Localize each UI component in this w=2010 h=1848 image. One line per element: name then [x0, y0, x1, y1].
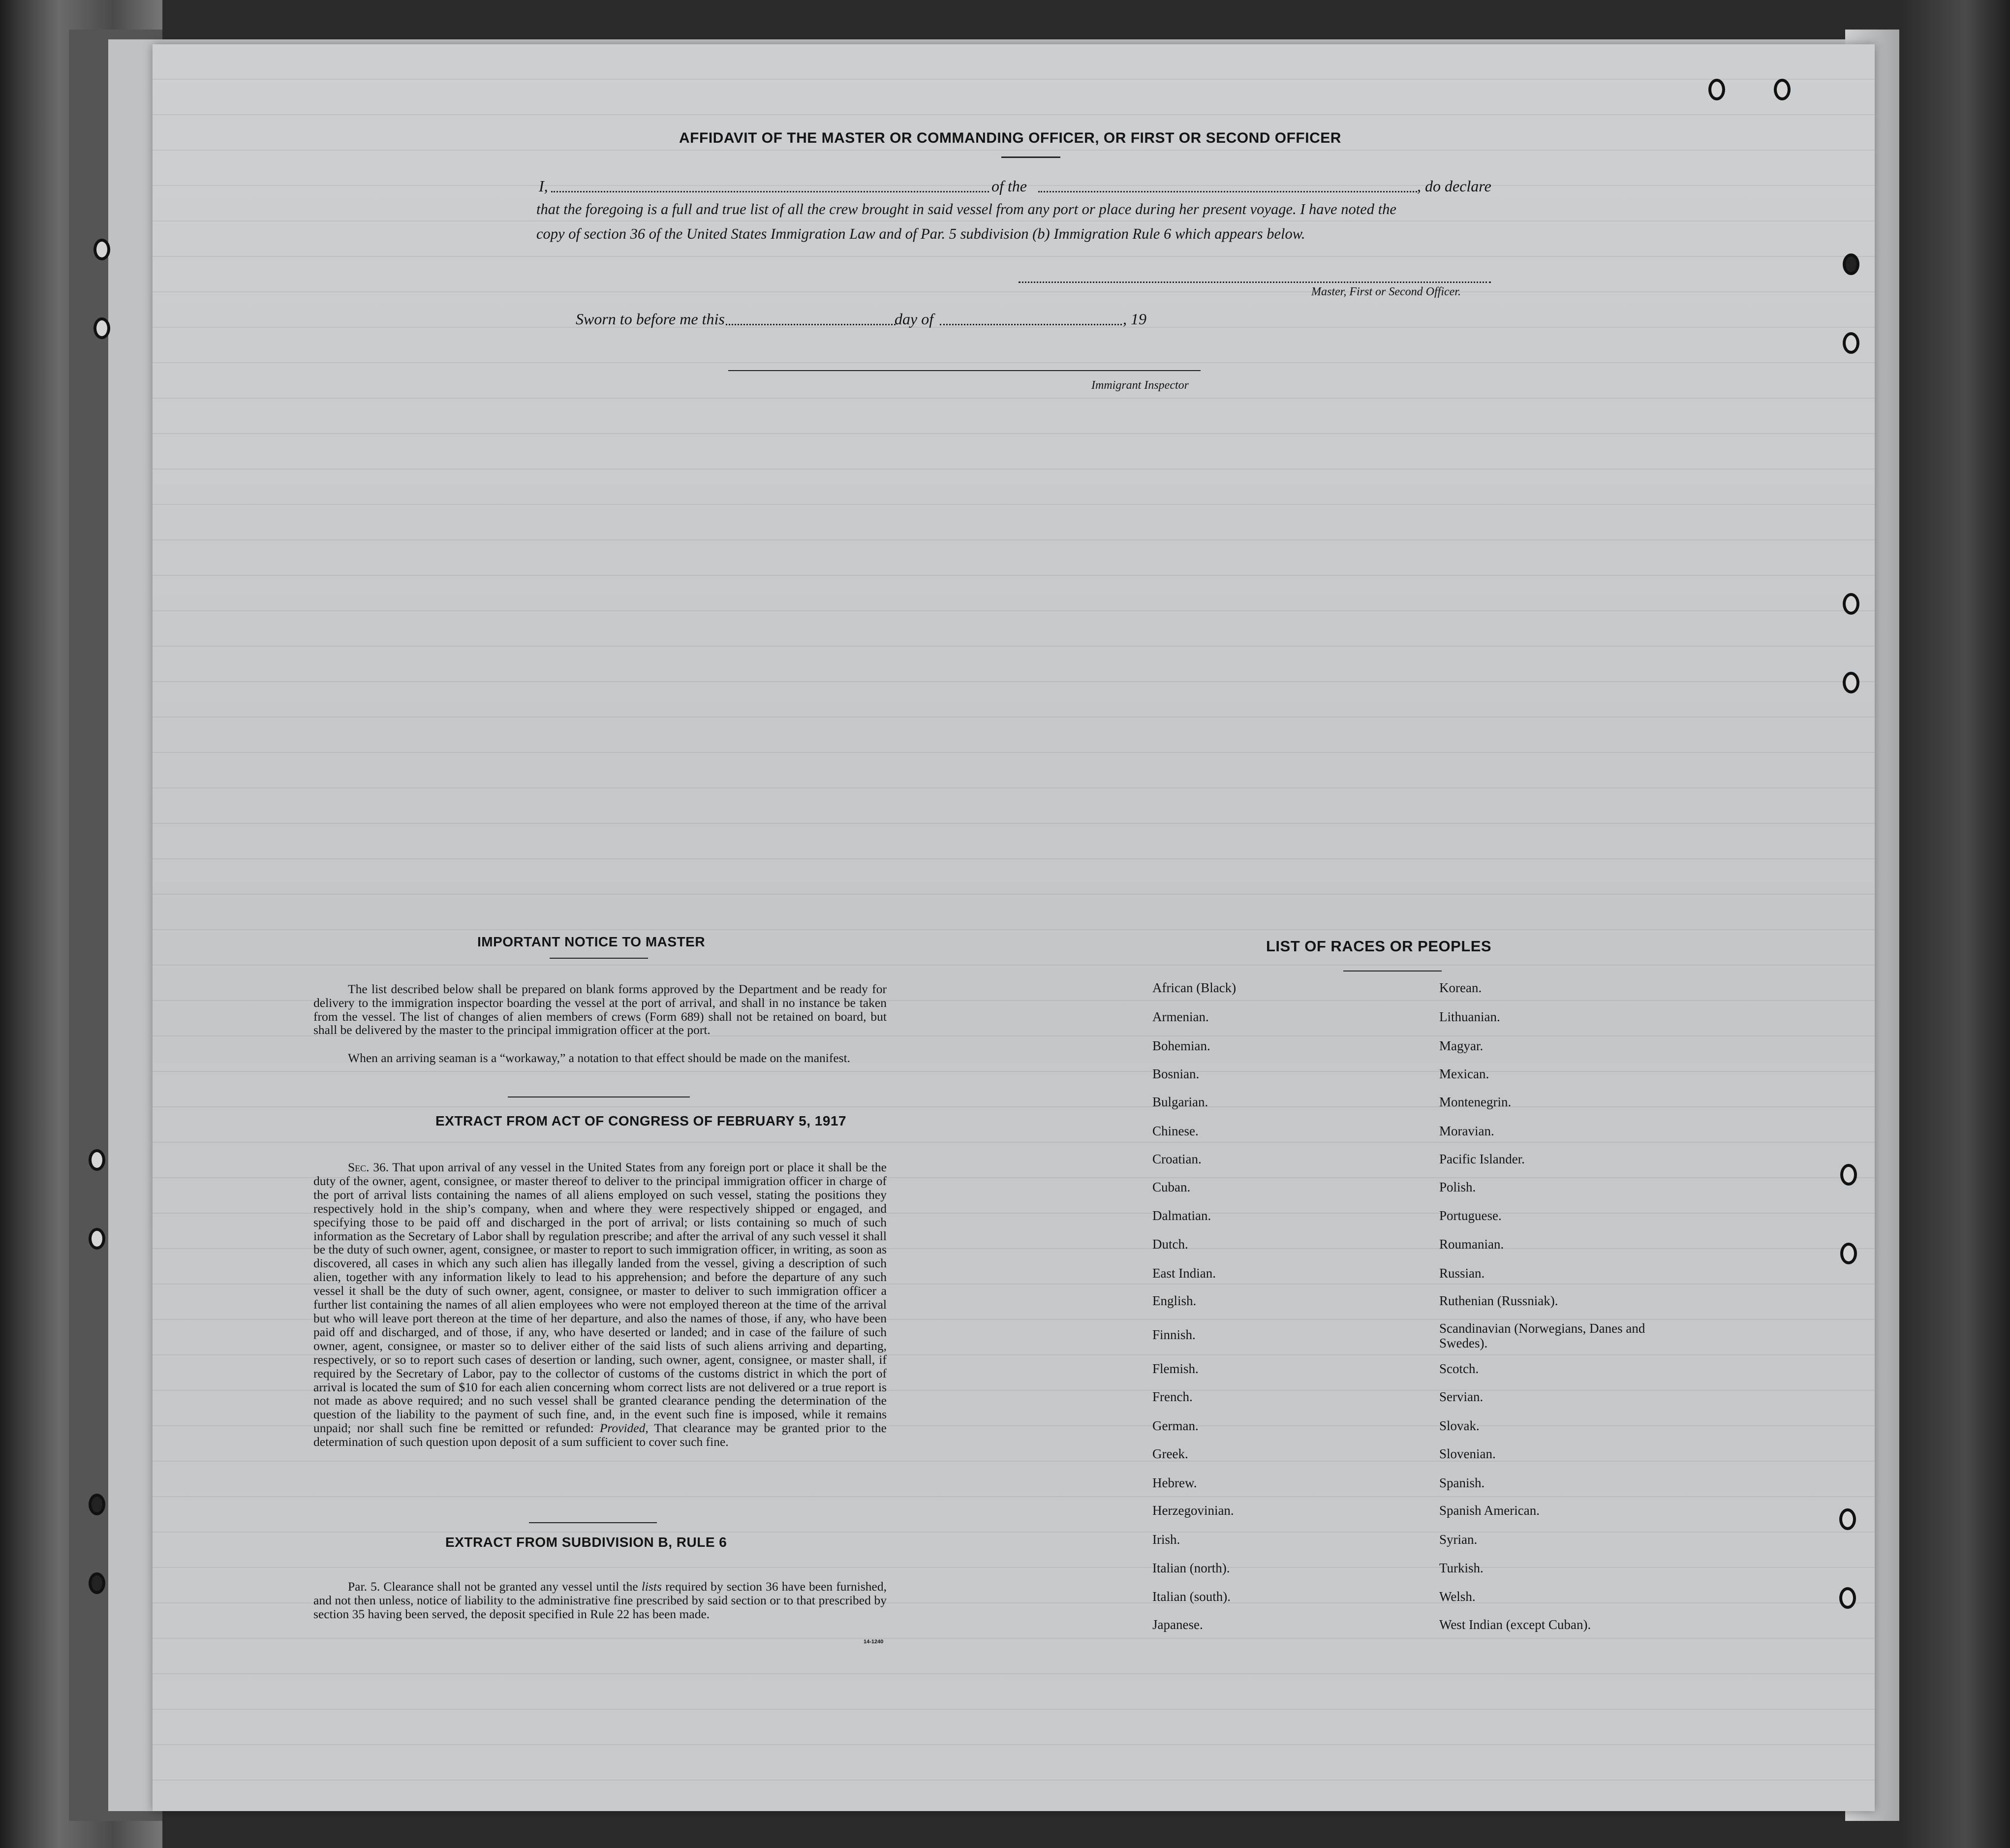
- inspector-signature-line[interactable]: [728, 370, 1201, 371]
- race-item: Slovenian.: [1439, 1446, 1496, 1461]
- affidavit-line1-end: , do declare: [1417, 177, 1491, 195]
- race-item: Bohemian.: [1152, 1038, 1210, 1053]
- rule-heading: EXTRACT FROM SUBDIVISION B, RULE 6: [445, 1535, 727, 1550]
- sworn-start: Sworn to before me this: [576, 310, 725, 328]
- race-item: African (Black): [1152, 980, 1237, 995]
- race-item: Irish.: [1152, 1532, 1180, 1547]
- bleed-through: [153, 44, 1875, 1811]
- rule-heading-rule: [529, 1522, 657, 1523]
- punch-hole: [89, 1228, 105, 1250]
- race-item: German.: [1152, 1418, 1199, 1433]
- race-item: Servian.: [1439, 1389, 1484, 1404]
- race-item: French.: [1152, 1389, 1193, 1404]
- races-heading: LIST OF RACES OR PEOPLES: [1266, 938, 1492, 955]
- race-item: Finnish.: [1152, 1327, 1196, 1342]
- par5-paragraph: [313, 1580, 887, 1621]
- race-item: Pacific Islander.: [1439, 1152, 1525, 1166]
- act-heading-rule: [508, 1096, 690, 1097]
- affidavit-heading: AFFIDAVIT OF THE MASTER OR COMMANDING OFFICER, OR FIRST OR SECOND OFFICER: [679, 130, 1341, 146]
- act-heading: EXTRACT FROM ACT OF CONGRESS OF FEBRUARY 5, 1917: [435, 1113, 847, 1128]
- sec36-paragraph: [313, 1160, 887, 1449]
- race-item: West Indian (except Cuban).: [1439, 1617, 1591, 1632]
- par5-text-a: Par. 5. Clearance shall not be granted any vessel until the: [348, 1579, 638, 1594]
- punch-hole: [1840, 1164, 1857, 1186]
- race-item: Italian (north).: [1152, 1561, 1230, 1575]
- sec36-text-end: That clearance may be granted prior to the determination of such question upon deposit of a sum sufficient to cover such fine.: [313, 1421, 887, 1449]
- notice-heading-rule: [550, 958, 648, 959]
- master-signature-label: Master, First or Second Officer.: [1311, 285, 1461, 298]
- affidavit-line1-mid: of the: [991, 177, 1027, 195]
- sworn-month-blank[interactable]: [940, 324, 1122, 325]
- notice-paragraph-2: When an arriving seaman is a “workaway,” a notation to that effect should be made on the manifest.: [348, 1051, 851, 1065]
- notice-heading: IMPORTANT NOTICE TO MASTER: [477, 934, 706, 949]
- race-item: Slovak.: [1439, 1418, 1480, 1433]
- race-item: Moravian.: [1439, 1124, 1494, 1138]
- punch-hole: [1843, 253, 1859, 275]
- race-item: Polish.: [1439, 1180, 1476, 1194]
- sworn-date-blank[interactable]: [726, 324, 896, 325]
- race-item: Flemish.: [1152, 1361, 1199, 1376]
- race-item: Montenegrin.: [1439, 1095, 1512, 1109]
- sworn-year: , 19: [1123, 310, 1146, 328]
- notice-paragraph-1: The list described below shall be prepared on blank forms approved by the Department and be ready for delivery to the immigration inspector boarding the vessel at the port of arrival, and shall in no instance be taken from the vessel. The list of changes of alien members of crews (Form 689) shall not be retained on board, but shall be delivered by the master to the principal immigration officer at the port.: [313, 982, 887, 1037]
- race-item: Armenian.: [1152, 1009, 1209, 1024]
- sec36-text: That upon arrival of any vessel in the United States from any foreign port or place it shall be the duty of the owner, agent, consignee, or master thereof to deliver to the principal immigration officer in charge of the port of arrival lists containing the names of all aliens employed on such vessel, stating the positions they respectively hold in the ship’s company, when and where they were respectively shipped or engaged, and specifying those to be paid off and discharged in the port of arrival; or lists containing so much of such information as the Secretary of Labor shall by regulation prescribe; and after the arrival of any such vessel it shall be the duty of such owner, agent, consignee, or master to report to such immigration officer, in writing, as soon as discovered, all cases in which any such alien has illegally landed from the vessel, giving a description of such alien, together with any information likely to lead to his apprehension; and before the departure of any such vessel it shall be the duty of such owner, agent, consignee, or master to deliver to such immigration officer a further list containing the names of all alien employees who were not employed thereon at the time of the arrival but who will leave port thereon at the time of her departure, and also the names of those, if any, who have been paid off and discharged, and of those, if any, who have deserted or landed; and in case of the failure of such owner, agent, consignee, or master so to deliver either of the said lists of such aliens arriving and departing, respectively, or so to report such cases of desertion or landing, such owner, agent, consignee, or master shall, if required by the Secretary of Labor, pay to the collector of customs of the customs district in which the port of arrival is located the sum of $10 for each alien concerning whom correct lists are not delivered or a true report is not made as above required; and no such vessel shall be granted clearance pending the determination of the question of the liability to the payment of such fine, and, in the event such fine is imposed, while it remains unpaid; nor shall such fine be remitted or refunded:: [313, 1160, 887, 1436]
- punch-hole: [1839, 1587, 1856, 1609]
- race-item: Bosnian.: [1152, 1066, 1200, 1081]
- name-blank[interactable]: [551, 191, 989, 192]
- race-item: Korean.: [1439, 980, 1482, 995]
- punch-hole: [1774, 79, 1791, 100]
- affidavit-line2: that the foregoing is a full and true list of all the crew brought in said vessel from any port or place during her present voyage. I have noted the: [536, 201, 1396, 218]
- race-item: Scotch.: [1439, 1361, 1479, 1376]
- affidavit-heading-rule: [1001, 157, 1060, 158]
- race-item: Lithuanian.: [1439, 1009, 1500, 1024]
- race-item: Roumanian.: [1439, 1237, 1504, 1252]
- race-item: Portuguese.: [1439, 1208, 1502, 1223]
- race-item: Russian.: [1439, 1266, 1485, 1281]
- punch-hole: [93, 239, 110, 260]
- race-item: Croatian.: [1152, 1152, 1202, 1166]
- race-item: Scandinavian (Norwegians, Danes and Swedes).: [1439, 1321, 1645, 1350]
- race-item: Mexican.: [1439, 1066, 1489, 1081]
- inspector-label: Immigrant Inspector: [1091, 379, 1189, 392]
- race-item: Japanese.: [1152, 1617, 1203, 1632]
- race-item: Ruthenian (Russniak).: [1439, 1293, 1558, 1308]
- punch-hole: [1843, 332, 1859, 354]
- race-item: Dalmatian.: [1152, 1208, 1211, 1223]
- race-item: Herzegovinian.: [1152, 1503, 1234, 1518]
- race-item: Cuban.: [1152, 1180, 1191, 1194]
- affidavit-line3: copy of section 36 of the United States Immigration Law and of Par. 5 subdivision (b) Immigration Rule 6 which appears below.: [536, 225, 1305, 242]
- vessel-blank[interactable]: [1038, 191, 1417, 192]
- punch-hole: [89, 1494, 105, 1515]
- manifest-sheet: [153, 44, 1875, 1811]
- race-item: East Indian.: [1152, 1266, 1216, 1281]
- sec36-label: Sec. 36.: [348, 1160, 389, 1174]
- par5-text-b: required by section 36 have been furnished, and not then unless, notice of liability to the administrative fine prescribed by said section or to that prescribed by section 35 having been served, the deposit specified in Rule 22 has been made.: [313, 1579, 887, 1621]
- punch-hole: [93, 317, 110, 339]
- punch-hole: [89, 1149, 105, 1171]
- race-item: Italian (south).: [1152, 1589, 1231, 1604]
- race-item: Syrian.: [1439, 1532, 1478, 1547]
- binder-right: [1899, 0, 2010, 1848]
- race-item: Dutch.: [1152, 1237, 1188, 1252]
- race-item: Hebrew.: [1152, 1475, 1197, 1490]
- punch-hole: [1843, 672, 1859, 693]
- affidavit-line1-start: I,: [539, 177, 548, 195]
- sec36-provided: Provided,: [599, 1421, 649, 1436]
- race-item: Chinese.: [1152, 1124, 1199, 1138]
- race-item: Spanish American.: [1439, 1503, 1540, 1518]
- punch-hole: [89, 1572, 105, 1594]
- par5-lists: lists: [641, 1579, 662, 1594]
- race-item: Bulgarian.: [1152, 1095, 1208, 1109]
- race-item: Magyar.: [1439, 1038, 1484, 1053]
- form-code: 14-1240: [864, 1639, 884, 1645]
- punch-hole: [1708, 79, 1725, 100]
- punch-hole: [1843, 593, 1859, 615]
- punch-hole: [1839, 1508, 1856, 1530]
- punch-hole: [1840, 1243, 1857, 1264]
- race-item: Turkish.: [1439, 1561, 1484, 1575]
- race-item: Welsh.: [1439, 1589, 1476, 1604]
- race-item: English.: [1152, 1293, 1197, 1308]
- race-item: Spanish.: [1439, 1475, 1485, 1490]
- master-signature-blank[interactable]: [1019, 282, 1491, 283]
- race-item: Greek.: [1152, 1446, 1188, 1461]
- sworn-day: day of: [895, 310, 934, 328]
